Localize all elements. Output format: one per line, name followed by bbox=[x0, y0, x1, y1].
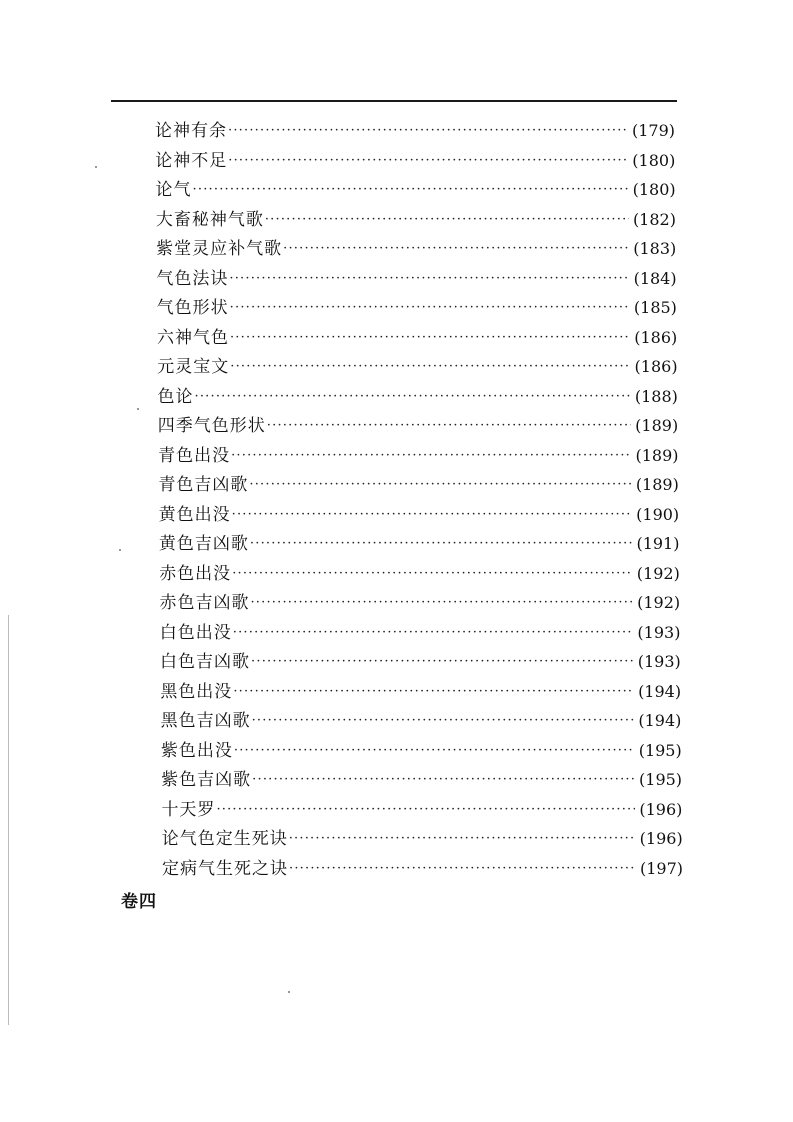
toc-entry bbox=[156, 236, 676, 262]
toc-entry bbox=[160, 649, 681, 675]
toc-entry-page: (186) bbox=[634, 327, 678, 347]
toc-entry-page: (195) bbox=[639, 770, 683, 789]
toc-entry-title: 黑色吉凶歌 bbox=[160, 711, 251, 731]
toc-entry bbox=[156, 266, 676, 292]
dot-leader bbox=[229, 266, 629, 292]
scan-speck bbox=[119, 549, 121, 551]
toc-entry bbox=[157, 325, 677, 351]
dot-leader bbox=[250, 590, 633, 616]
toc-entry-title: 论气 bbox=[155, 180, 192, 200]
toc-entry-page: (184) bbox=[633, 268, 677, 288]
toc-entry bbox=[156, 207, 676, 233]
toc-entry-title: 论气色定生死诀 bbox=[161, 829, 288, 849]
toc-entry-page: (192) bbox=[637, 593, 681, 612]
toc-entry-page: (197) bbox=[639, 858, 683, 878]
toc-entry bbox=[158, 384, 678, 410]
dot-leader bbox=[251, 649, 634, 675]
scan-speck bbox=[288, 991, 290, 993]
toc-entry bbox=[158, 413, 678, 439]
toc-entry-page: (185) bbox=[633, 298, 677, 317]
dot-leader bbox=[250, 531, 633, 557]
toc-entry-title: 六神气色 bbox=[156, 327, 229, 348]
dot-leader bbox=[289, 826, 636, 852]
toc-entry-page: (189) bbox=[635, 445, 679, 465]
toc-entry-title: 四季气色形状 bbox=[157, 416, 266, 436]
dot-leader bbox=[232, 502, 633, 528]
toc-entry-title: 赤色吉凶歌 bbox=[159, 593, 250, 613]
toc-entry bbox=[161, 797, 682, 823]
toc-entry bbox=[161, 708, 682, 734]
toc-entry bbox=[155, 148, 675, 174]
toc-entry-page: (196) bbox=[639, 799, 683, 819]
toc-entry bbox=[158, 472, 678, 498]
toc-entry-page: (194) bbox=[638, 681, 682, 701]
toc-entry-title: 青色出没 bbox=[158, 445, 231, 466]
toc-entry-title: 赤色出没 bbox=[159, 563, 232, 584]
dot-leader bbox=[252, 767, 635, 793]
dot-leader bbox=[230, 354, 630, 380]
toc-entry-title: 黑色出没 bbox=[160, 681, 233, 702]
dot-leader bbox=[233, 620, 634, 646]
toc-entry-page: (193) bbox=[637, 622, 681, 642]
toc-entry-page: (189) bbox=[635, 416, 679, 435]
toc-entry-page: (182) bbox=[632, 209, 676, 229]
toc-entry bbox=[159, 531, 680, 557]
toc-entry-page: (179) bbox=[631, 121, 675, 140]
dot-leader bbox=[234, 738, 635, 764]
toc-entry-page: (190) bbox=[636, 504, 680, 524]
toc-entry bbox=[157, 295, 677, 321]
header-rule bbox=[111, 100, 677, 102]
toc-entry-page: (194) bbox=[638, 711, 682, 730]
toc-entry-title: 色论 bbox=[157, 386, 194, 407]
toc-entry bbox=[159, 561, 680, 587]
toc-entry-title: 气色形状 bbox=[156, 298, 229, 318]
dot-leader bbox=[249, 472, 631, 498]
dot-leader bbox=[193, 177, 629, 203]
toc-entry-title: 白色出没 bbox=[159, 622, 232, 643]
toc-entry bbox=[159, 590, 680, 616]
toc-entry bbox=[159, 502, 680, 528]
toc-entry-title: 论神不足 bbox=[155, 150, 228, 171]
dot-leader bbox=[289, 856, 636, 882]
toc-entry bbox=[161, 738, 682, 764]
toc-entry bbox=[161, 767, 682, 793]
dot-leader bbox=[252, 708, 635, 734]
toc-entry bbox=[155, 118, 675, 144]
dot-leader bbox=[230, 325, 630, 351]
toc-entry-title: 十天罗 bbox=[161, 799, 216, 820]
toc-entry bbox=[160, 620, 681, 646]
toc-entry-title: 黄色吉凶歌 bbox=[158, 534, 249, 554]
toc-entry-title: 白色吉凶歌 bbox=[160, 652, 251, 672]
dot-leader bbox=[216, 797, 635, 823]
scan-edge-line bbox=[8, 615, 9, 1025]
toc-entry-page: (183) bbox=[633, 239, 677, 258]
toc-entry bbox=[158, 443, 678, 469]
toc-entry-title: 黄色出没 bbox=[158, 504, 231, 525]
toc-entry-title: 紫色吉凶歌 bbox=[161, 770, 252, 790]
dot-leader bbox=[195, 384, 631, 410]
toc-entry-page: (189) bbox=[635, 475, 679, 494]
toc-entry bbox=[162, 856, 683, 882]
toc-entry-title: 论神有余 bbox=[155, 121, 227, 141]
toc-entry-title: 定病气生死之诀 bbox=[162, 858, 288, 879]
dot-leader bbox=[232, 561, 633, 587]
toc-entry-page: (191) bbox=[636, 534, 680, 553]
dot-leader bbox=[231, 443, 631, 469]
toc-entry bbox=[157, 354, 677, 380]
toc-entry-page: (193) bbox=[637, 652, 681, 671]
toc-entry-title: 元灵宝文 bbox=[157, 357, 230, 377]
scan-speck bbox=[137, 408, 139, 410]
toc-entry-page: (186) bbox=[634, 357, 678, 376]
section-heading: 卷四 bbox=[121, 892, 157, 912]
dot-leader bbox=[233, 679, 634, 705]
toc-entry-page: (196) bbox=[639, 829, 683, 848]
dot-leader bbox=[230, 295, 630, 321]
toc-entry-title: 大畜秘神气歌 bbox=[155, 209, 264, 230]
dot-leader bbox=[228, 118, 628, 144]
toc-entry-title: 气色法诀 bbox=[156, 268, 229, 289]
toc-entry-title: 青色吉凶歌 bbox=[158, 475, 249, 495]
dot-leader bbox=[265, 207, 629, 233]
toc-entry bbox=[156, 177, 676, 203]
dot-leader bbox=[267, 413, 631, 439]
toc-entry-title: 紫堂灵应补气歌 bbox=[156, 239, 283, 259]
toc-entry-page: (188) bbox=[634, 386, 678, 406]
dot-leader bbox=[228, 148, 628, 174]
toc-entry-page: (180) bbox=[632, 180, 676, 199]
dot-leader bbox=[283, 236, 629, 262]
toc-entry-page: (195) bbox=[638, 740, 682, 760]
toc-entry bbox=[162, 826, 683, 852]
toc-entry bbox=[160, 679, 681, 705]
toc-entry-page: (180) bbox=[632, 150, 676, 170]
toc-entry-title: 紫色出没 bbox=[160, 740, 233, 761]
scan-speck bbox=[95, 166, 97, 168]
toc-entry-page: (192) bbox=[636, 563, 680, 583]
